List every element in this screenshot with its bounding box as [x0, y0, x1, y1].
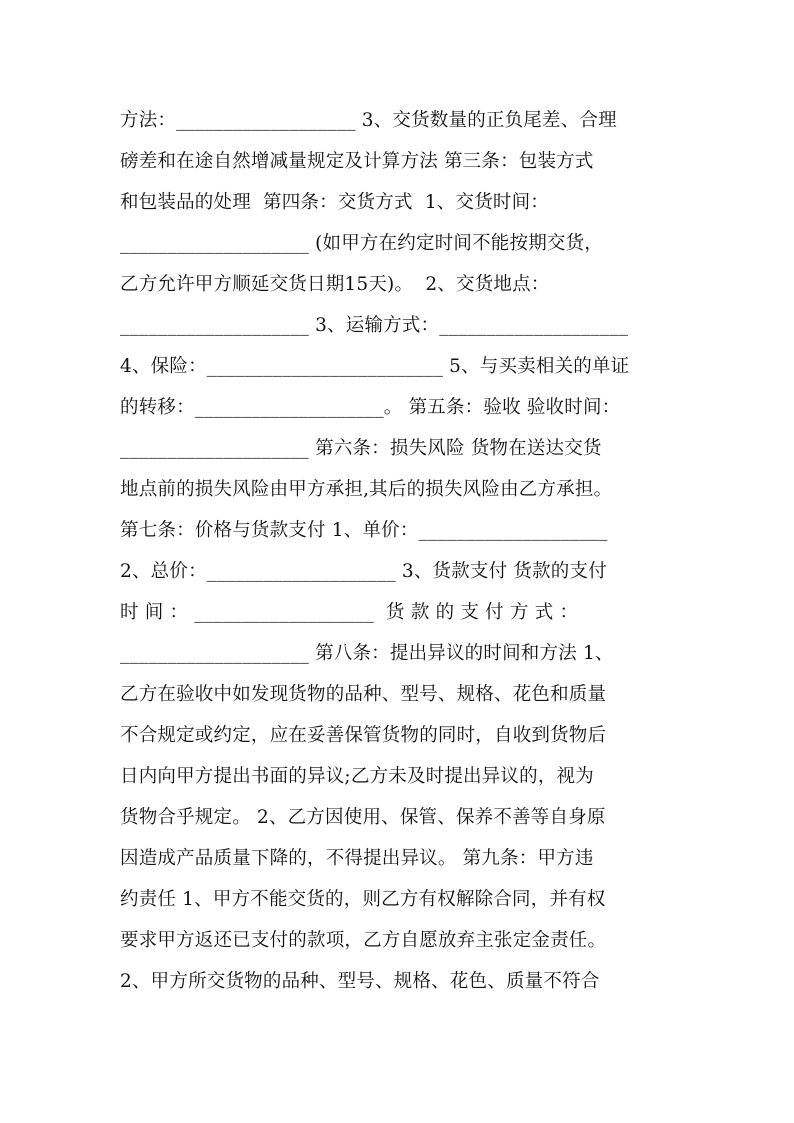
text-line: 4、保险：_________________________ 5、与买卖相关的单证 [120, 356, 630, 377]
text-line: 乙方允许甲方顺延交货日期15天)。 2、交货地点： [120, 274, 550, 295]
text-line: 磅差和在途自然增减量规定及计算方法 第三条：包装方式 [120, 151, 594, 172]
text-line: 方法：___________________ 3、交货数量的正负尾差、合理 [120, 110, 617, 131]
text-line: 乙方在验收中如发现货物的品种、型号、规格、花色和质量 [120, 684, 607, 705]
text-line: 的转移：____________________。 第五条：验收 验收时间： [120, 397, 621, 418]
text-line: 第七条：价格与货款支付 1、单价：____________________ [120, 520, 608, 541]
text-line: 货物合乎规定。 2、乙方因使用、保管、保养不善等自身原 [120, 807, 606, 828]
text-line: ____________________ 3、运输方式：____________________ [120, 315, 629, 336]
text-line: 和包装品的处理 第四条：交货方式 1、交货时间： [120, 192, 549, 213]
text-line: 日内向甲方提出书面的异议;乙方未及时提出异议的，视为 [120, 766, 594, 787]
text-line: ____________________ 第六条：损失风险 货物在送达交货 [120, 438, 602, 459]
text-line: ____________________ (如甲方在约定时间不能按期交货， [120, 233, 603, 254]
text-line: ____________________ 第八条：提出异议的时间和方法 1、 [120, 643, 614, 664]
text-line: 2、甲方所交货物的品种、型号、规格、花色、质量不符合 [120, 971, 600, 992]
text-line: 地点前的损失风险由甲方承担,其后的损失风险由乙方承担。 [120, 479, 613, 500]
text-line: 因造成产品质量下降的，不得提出异议。 第九条：甲方违 [120, 848, 594, 869]
document-body [120, 100, 675, 1002]
text-line: 2、总价：____________________ 3、货款支付 货款的支付 [120, 561, 607, 582]
text-line: 不合规定或约定，应在妥善保管货物的同时，自收到货物后 [120, 725, 607, 746]
text-line: 约责任 1、甲方不能交货的，则乙方有权解除合同，并有权 [120, 889, 606, 910]
text-line: 要求甲方返还已支付的款项，乙方自愿放弃主张定金责任。 [120, 930, 607, 951]
text-line: 时 间 ： ___________________ 货 款 的 支 付 方 式 ： [120, 602, 579, 623]
